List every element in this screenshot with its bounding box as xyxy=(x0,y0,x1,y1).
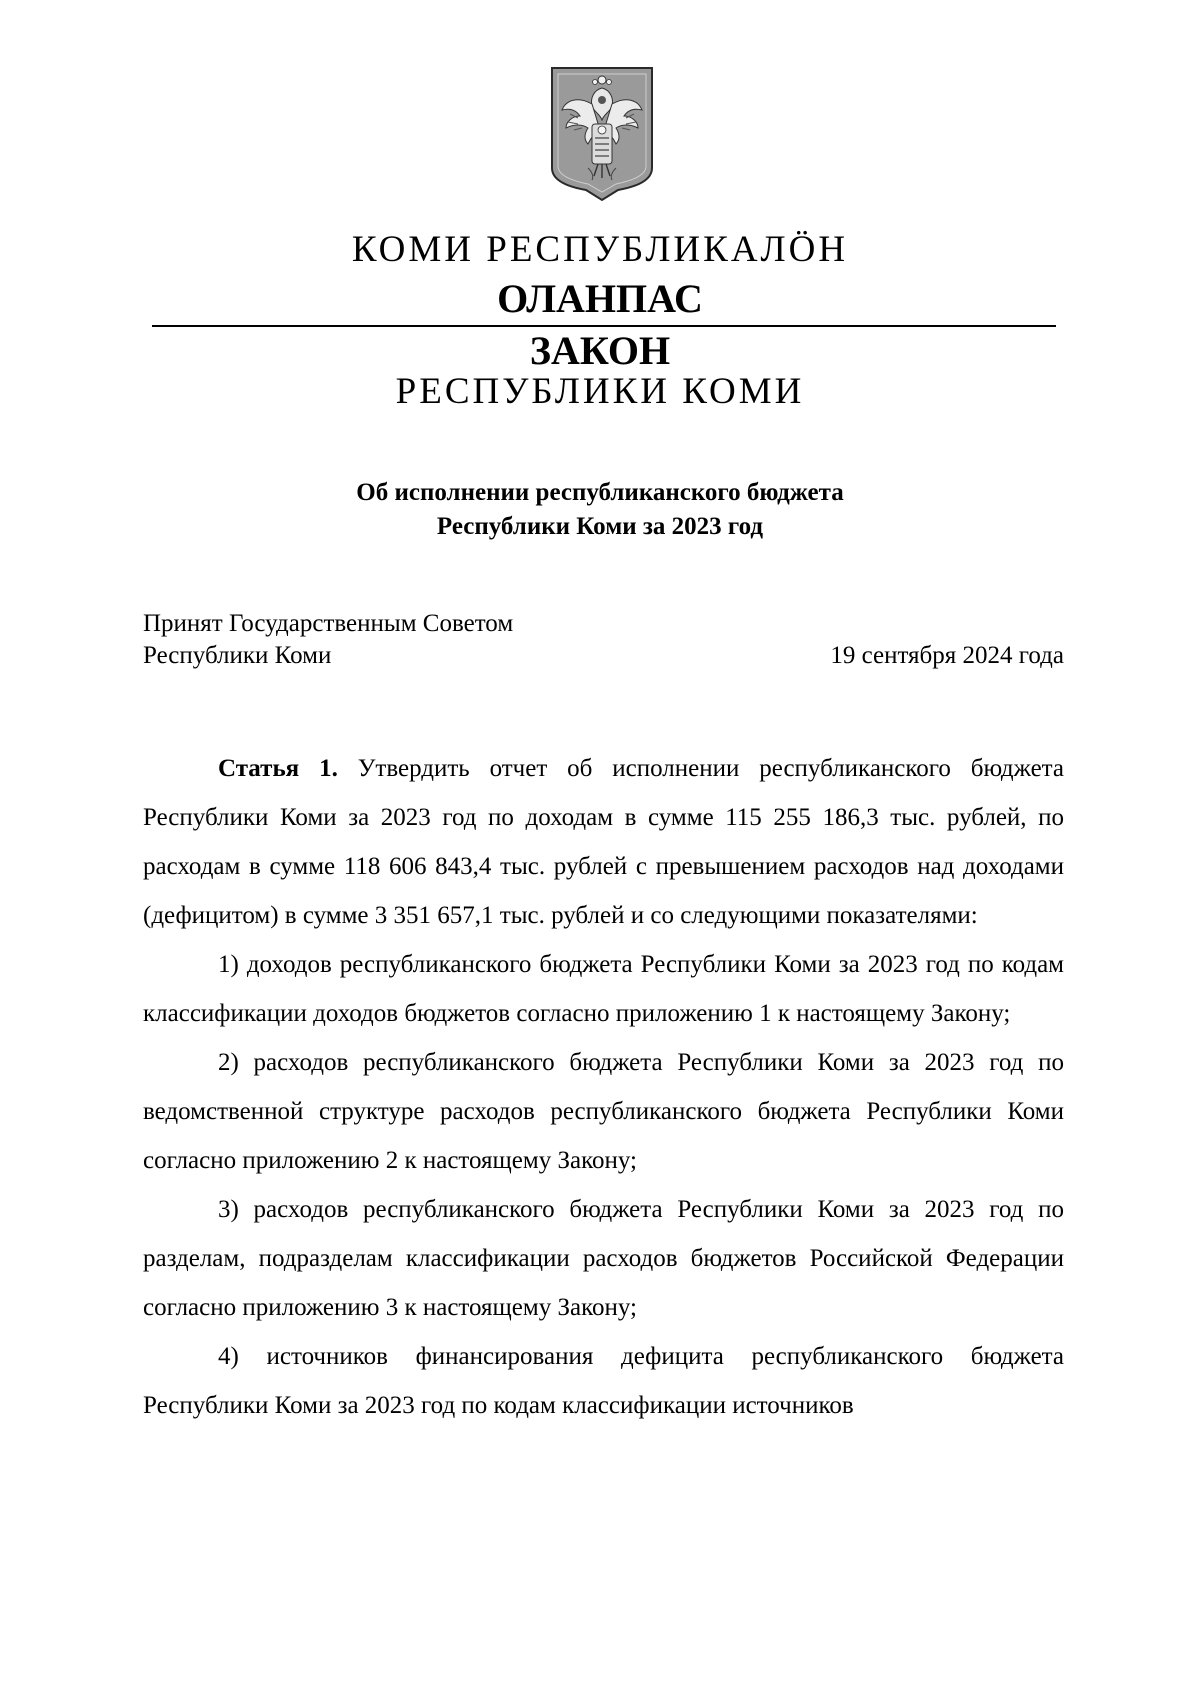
header-divider xyxy=(152,325,1056,327)
article-1-item-1: 1) доходов республиканского бюджета Республики Коми за 2023 год по кодам классификации доходов бюджетов согласно приложению 1 к настоящему Закону; xyxy=(143,951,1064,1027)
article-1-item-2: 2) расходов республиканского бюджета Республики Коми за 2023 год по ведомственной структуре расходов республиканского бюджета Республики Коми согласно приложению 2 к настоящему Закону; xyxy=(143,1049,1064,1174)
article-1-label: Статья 1. xyxy=(218,755,338,782)
law-title-line-2: Республики Коми за 2023 год xyxy=(436,513,764,540)
article-1-item-3: 3) расходов республиканского бюджета Республики Коми за 2023 год по разделам, подразделам классификации расходов бюджетов Российской Федерации согласно приложению 3 к настоящему Закону; xyxy=(143,1196,1064,1321)
header-komi-line: КОМИ РЕСПУБЛИКАЛӦН xyxy=(351,229,849,270)
coat-of-arms-icon xyxy=(548,64,656,202)
article-1-text: Утвердить отчет об исполнении республиканского бюджета Республики Коми за 2023 год по доходам в сумме 115 255 186,3 тыс. рублей, по расходам в сумме 118 606 843,4 тыс. рублей с превышением расходов над доходами (дефицитом) в сумме 3 351 657,1 тыс. рублей и со следующими показателями: xyxy=(143,755,1064,929)
law-body xyxy=(143,744,1064,1430)
article-1-item-4: 4) источников финансирования дефицита республиканского бюджета Республики Коми за 2023 год по кодам классификации источников xyxy=(143,1343,1064,1419)
header-republic-line: РЕСПУБЛИКИ КОМИ xyxy=(395,371,805,412)
article-1-paragraph xyxy=(143,744,1064,940)
adoption-authority-cont: Республики Коми xyxy=(143,642,332,669)
adoption-date: 19 сентября 2024 года xyxy=(830,642,1064,669)
adoption-line-2 xyxy=(143,640,1064,672)
law-title xyxy=(0,476,1200,544)
header-zakon: ЗАКОН xyxy=(529,328,671,373)
adoption-line-1 xyxy=(143,608,1064,640)
law-title-line-1: Об исполнении республиканского бюджета xyxy=(356,479,844,506)
adoption-authority: Принят Государственным Советом xyxy=(143,610,514,637)
header-olanpas: ОЛАНПАС xyxy=(497,276,703,321)
adoption-block xyxy=(143,608,1064,672)
